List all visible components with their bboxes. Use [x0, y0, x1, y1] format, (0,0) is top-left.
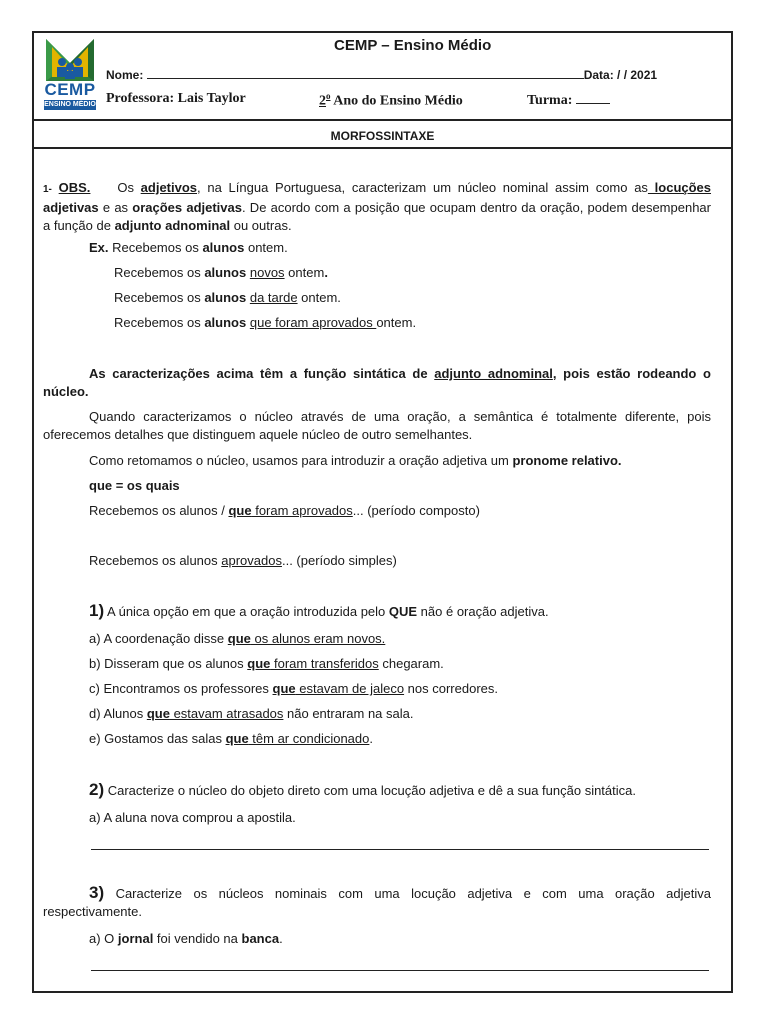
q1-que: QUE [388, 604, 418, 619]
composto-que: que [228, 503, 252, 518]
header [34, 33, 731, 120]
paragraph-pronome [89, 452, 711, 470]
obs-text-5: . De acordo com a posição que ocupam dentro da oração, podem desempenhar a função de [43, 200, 711, 233]
obs-label: OBS. [58, 180, 91, 195]
q1-option-e[interactable] [89, 730, 711, 748]
q3-banca: banca [241, 931, 280, 946]
obs-text-4: e as [98, 200, 133, 215]
example-2 [114, 264, 768, 282]
obs-text-6: ou outras. [230, 218, 292, 233]
q2-item-a: a) A aluna nova comprou a apostila. [89, 810, 296, 825]
question-1 [89, 602, 711, 621]
q3-text-1: a) O [89, 931, 118, 946]
q1-option-a[interactable] [89, 630, 711, 648]
ex1-text: Recebemos os [108, 240, 203, 255]
data-label: Data: / / 2021 [583, 68, 658, 82]
grade-label [319, 91, 463, 110]
ex1-alunos: alunos [202, 240, 245, 255]
obs-adjunto: adjunto adnominal [114, 218, 231, 233]
ex1-end: ontem. [244, 240, 288, 255]
q1-text-2: não é oração adjetiva. [417, 604, 549, 619]
q1-option-b[interactable] [89, 655, 711, 673]
para3-text: Como retomamos o núcleo, usamos para introduzir a oração adjetiva um [89, 453, 513, 468]
obs-text-1: Os [117, 180, 141, 195]
ex2-prefix: Recebemos os [114, 265, 205, 280]
obs-adjetivas: adjetivas [43, 200, 99, 215]
para1-text-1: As caracterizações acima têm a função sintática de [89, 366, 435, 381]
q1a-underlined: os alunos eram novos. [250, 631, 386, 646]
obs-text-2: , na Língua Portuguesa, caracterizam um núcleo nominal assim como as [197, 180, 648, 195]
q1e-que: que [225, 731, 249, 746]
q1e-underlined: têm ar condicionado [248, 731, 370, 746]
q1-option-d[interactable] [89, 705, 711, 723]
composto-text: Recebemos os alunos / [89, 503, 229, 518]
composto-end: ... (período composto) [352, 503, 480, 518]
ex4-prefix: Recebemos os [114, 315, 205, 330]
simples-end: ... (período simples) [281, 553, 397, 568]
obs-oracoes: orações adjetivas [132, 200, 242, 215]
ex2-underlined: novos [249, 265, 285, 280]
school-title: CEMP – Ensino Médio [334, 37, 492, 54]
example-1 [89, 239, 757, 257]
logo-text: CEMP [44, 80, 96, 99]
turma-field [527, 91, 610, 109]
example-4 [114, 314, 768, 332]
q1c-end: nos corredores. [404, 681, 498, 696]
ex3-prefix: Recebemos os [114, 290, 205, 305]
simples-example [89, 552, 757, 570]
q1c-text: c) Encontramos os professores [89, 681, 273, 696]
teacher-name: Professora: Lais Taylor [106, 91, 246, 106]
ex2-dot: . [324, 265, 328, 280]
q1c-que: que [272, 681, 296, 696]
q1b-que: que [247, 656, 271, 671]
q1b-end: chegaram. [378, 656, 444, 671]
ex4-underlined: que foram aprovados [249, 315, 377, 330]
q3-item-a [89, 930, 711, 948]
question-2 [89, 781, 711, 800]
q1e-text: e) Gostamos das salas [89, 731, 226, 746]
q1-text-1: A única opção em que a oração introduzida pelo [104, 604, 389, 619]
nome-blank[interactable] [147, 67, 584, 79]
q1d-end: não entraram na sala. [283, 706, 414, 721]
para1-underlined: adjunto adnominal [434, 366, 553, 381]
q3-jornal: jornal [117, 931, 154, 946]
subject-title: MORFOSSINTAXE [330, 129, 435, 143]
grade-text: Ano do Ensino Médio [330, 93, 463, 109]
header-divider [34, 119, 731, 121]
q1-number: 1) [89, 601, 105, 620]
ex2-end: ontem [284, 265, 325, 280]
q1b-underlined: foram transferidos [270, 656, 379, 671]
ex4-end: ontem. [376, 315, 417, 330]
q1d-que: que [146, 706, 170, 721]
q2-text: Caracterize o núcleo do objeto direto com uma locução adjetiva e dê a sua função sintática. [104, 783, 636, 798]
q3-end: . [279, 931, 283, 946]
composto-example [89, 502, 757, 520]
ex3-underlined: da tarde [249, 290, 298, 305]
q2-number: 2) [89, 780, 105, 799]
obs-locucoes: locuções [647, 180, 712, 195]
ex3-alunos: alunos [204, 290, 247, 305]
ex4-alunos: alunos [204, 315, 247, 330]
grade-number: 2 [319, 93, 326, 109]
q1c-underlined: estavam de jaleco [295, 681, 405, 696]
q1d-underlined: estavam atrasados [169, 706, 284, 721]
ex-label: Ex. [89, 240, 109, 255]
q3-number: 3) [89, 883, 105, 902]
example-3 [114, 289, 768, 307]
logo-emblem-icon [44, 37, 96, 83]
obs-adjetivos: adjetivos [140, 180, 198, 195]
paragraph-adjunto [43, 365, 711, 401]
obs-paragraph [43, 179, 711, 235]
nome-row [106, 67, 657, 82]
question-3 [43, 884, 711, 921]
simples-text: Recebemos os alunos [89, 553, 222, 568]
obs-number: 1- [43, 184, 52, 195]
q1a-text: a) A coordenação disse [89, 631, 228, 646]
simples-underlined: aprovados [221, 553, 282, 568]
ex3-end: ontem. [297, 290, 341, 305]
school-logo [44, 37, 96, 115]
q2-answer-line[interactable] [91, 849, 709, 850]
q1-option-c[interactable] [89, 680, 711, 698]
grade-ordinal: o [326, 91, 331, 101]
q1a-que: que [227, 631, 251, 646]
logo-subtext: ENSINO MÉDIO [44, 101, 96, 108]
que-equivalence: que = os quais [89, 478, 180, 493]
nome-label: Nome: [106, 68, 144, 82]
para1-text-2: , pois estão rodeando o núcleo. [43, 366, 711, 399]
turma-label: Turma: [527, 93, 573, 108]
q1b-text: b) Disseram que os alunos [89, 656, 248, 671]
subject-divider [34, 147, 731, 149]
q3-text-2: foi vendido na [153, 931, 242, 946]
q3-text: Caracterize os núcleos nominais com uma locução adjetiva e com uma oração adjetiva respectivamente. [43, 886, 711, 919]
q1d-text: d) Alunos [89, 706, 147, 721]
composto-underlined: foram aprovados [251, 503, 353, 518]
ex2-alunos: alunos [204, 265, 247, 280]
q1e-end: . [369, 731, 373, 746]
q3-answer-line[interactable] [91, 970, 709, 971]
turma-blank[interactable] [576, 91, 610, 104]
paragraph-semantica: Quando caracterizamos o núcleo através de uma oração, a semântica é totalmente diferente, pois oferecemos detalhes que distinguem aquele núcleo de outro semelhantes. [43, 409, 711, 442]
para3-bold: pronome relativo. [512, 453, 622, 468]
